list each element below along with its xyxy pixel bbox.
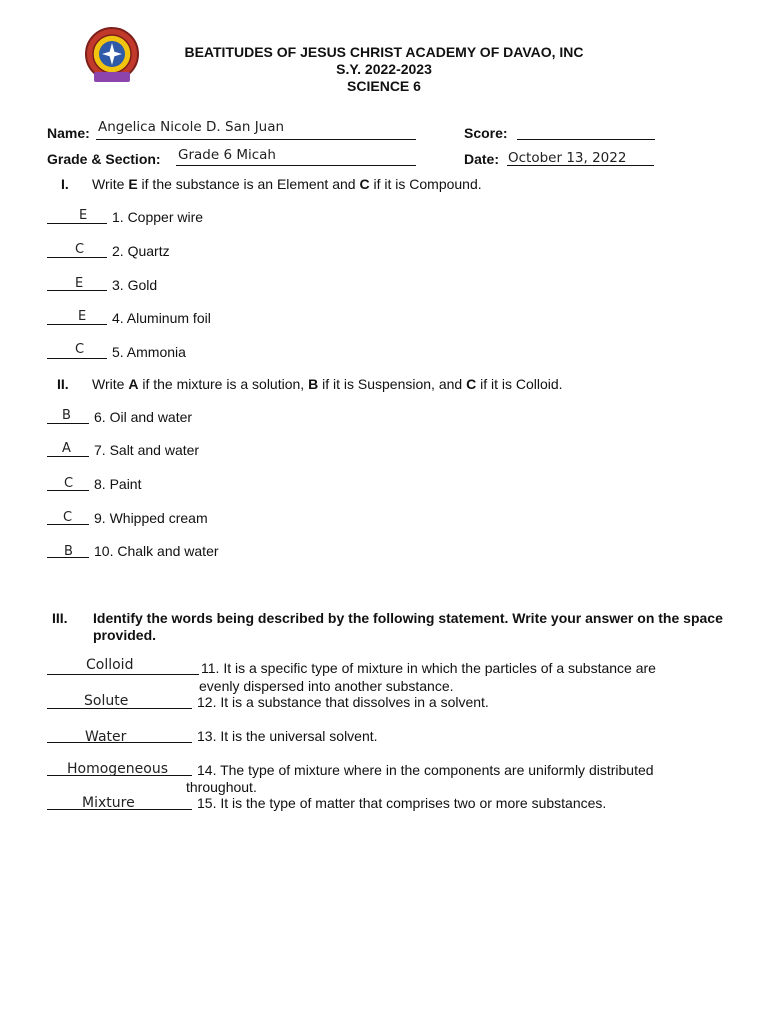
question-3: 3. Gold	[112, 277, 158, 293]
grade-section-line	[176, 165, 416, 166]
question-11: 11. It is a specific type of mixture in which the particles of a substance are	[201, 660, 656, 676]
name-label: Name:	[47, 125, 90, 141]
question-13: 13. It is the universal solvent.	[197, 728, 378, 744]
school-year: S.Y. 2022-2023	[336, 61, 432, 77]
school-name: BEATITUDES OF JESUS CHRIST ACADEMY OF DAVAO, INC	[184, 44, 584, 60]
name-line	[96, 139, 416, 140]
answer-10[interactable]: B	[64, 544, 73, 559]
question-10: 10. Chalk and water	[94, 543, 219, 559]
answer-9[interactable]: C	[63, 510, 73, 525]
answer-7[interactable]: A	[62, 441, 71, 456]
question-6: 6. Oil and water	[94, 409, 193, 425]
answer-12[interactable]: Solute	[84, 693, 129, 709]
question-14: 14. The type of mixture where in the components are uniformly distributed	[197, 762, 654, 778]
answer-14[interactable]: Homogeneous	[67, 761, 169, 777]
question-12: 12. It is a substance that dissolves in a solvent.	[197, 694, 489, 710]
section-1-instruction: Write E if the substance is an Element and C if it is Compound.	[92, 176, 482, 192]
answer-line-6[interactable]	[47, 423, 89, 424]
answer-4[interactable]: E	[78, 309, 87, 324]
answer-5[interactable]: C	[75, 342, 85, 357]
answer-line-7[interactable]	[47, 456, 89, 457]
answer-line-11[interactable]	[47, 674, 199, 675]
answer-13[interactable]: Water	[85, 729, 127, 745]
subject-title: SCIENCE 6	[347, 78, 421, 94]
question-15: 15. It is the type of matter that comprises two or more substances.	[197, 795, 607, 811]
name-value[interactable]: Angelica Nicole D. San Juan	[98, 119, 285, 135]
answer-11[interactable]: Colloid	[86, 657, 134, 673]
question-5: 5. Ammonia	[112, 344, 186, 360]
question-1: 1. Copper wire	[112, 209, 204, 225]
question-7: 7. Salt and water	[94, 442, 200, 458]
question-2: 2. Quartz	[112, 243, 170, 259]
answer-3[interactable]: E	[75, 276, 84, 291]
question-4: 4. Aluminum foil	[112, 310, 211, 326]
section-2-number: II.	[57, 376, 69, 392]
section-3-number: III.	[52, 610, 68, 626]
answer-8[interactable]: C	[64, 476, 74, 491]
score-label: Score:	[464, 125, 508, 141]
section-3-instruction: Identify the words being described by the following statement. Write your answer on the space provided.	[93, 610, 723, 643]
section-2-instruction: Write A if the mixture is a solution, B if it is Suspension, and C if it is Colloid.	[92, 376, 563, 392]
date-value[interactable]: October 13, 2022	[508, 150, 627, 166]
score-line[interactable]	[517, 139, 655, 140]
answer-1[interactable]: E	[79, 208, 88, 223]
answer-line-1[interactable]	[47, 223, 107, 224]
grade-section-label: Grade & Section:	[47, 151, 161, 167]
answer-15[interactable]: Mixture	[82, 795, 135, 811]
answer-6[interactable]: B	[62, 408, 71, 423]
question-9: 9. Whipped cream	[94, 510, 208, 526]
answer-line-5[interactable]	[47, 358, 107, 359]
date-label: Date:	[464, 151, 500, 167]
answer-line-2[interactable]	[47, 257, 107, 258]
question-11-cont: evenly dispersed into another substance.	[199, 678, 454, 694]
question-8: 8. Paint	[94, 476, 142, 492]
answer-2[interactable]: C	[75, 242, 85, 257]
grade-section-value[interactable]: Grade 6 Micah	[178, 147, 276, 163]
answer-line-4[interactable]	[47, 324, 107, 325]
question-14-cont: throughout.	[186, 779, 257, 795]
section-1-number: I.	[61, 176, 69, 192]
